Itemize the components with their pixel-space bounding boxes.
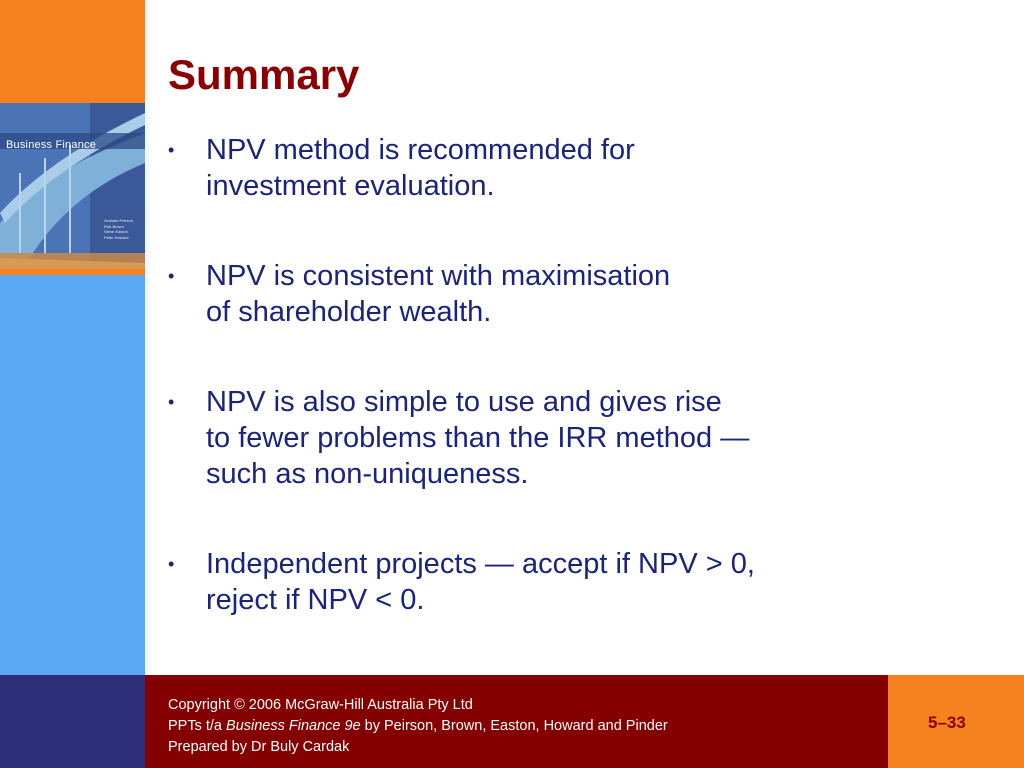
ppts-prefix: PPTs t/a xyxy=(168,718,227,734)
bullet-icon: • xyxy=(168,392,175,412)
ppts-line xyxy=(168,716,668,737)
bullet-line: NPV is consistent with maximisation xyxy=(206,260,671,292)
cover-author: Peter Howard xyxy=(104,234,129,240)
copyright-line: Copyright © 2006 McGraw-Hill Australia Pty Ltd xyxy=(168,697,473,713)
book-cover-image xyxy=(0,103,145,275)
bullet-line: to fewer problems than the IRR method — xyxy=(206,422,750,454)
bullet-line: investment evaluation. xyxy=(206,170,495,202)
sidebar-fade xyxy=(145,0,153,675)
bullet-line: reject if NPV < 0. xyxy=(206,584,425,616)
ppts-suffix: by Peirson, Brown, Easton, Howard and Pinder xyxy=(360,718,668,734)
cover-author: Steve Easton xyxy=(104,229,128,234)
sidebar-orange-block xyxy=(0,0,145,103)
bullet-line: Independent projects — accept if NPV > 0, xyxy=(206,548,755,580)
bullet-icon: • xyxy=(168,266,175,286)
bullet-item xyxy=(168,384,888,492)
prepared-by-line: Prepared by Dr Buly Cardak xyxy=(168,739,350,755)
cover-title: Business Finance xyxy=(6,139,97,151)
cover-authors xyxy=(104,218,133,240)
bullet-item xyxy=(168,258,888,330)
footer xyxy=(0,675,1024,768)
bullet-item xyxy=(168,132,888,204)
bullet-icon: • xyxy=(168,554,175,574)
bridge-illustration xyxy=(0,103,145,275)
bullet-line: of shareholder wealth. xyxy=(206,296,492,328)
slide-title: Summary xyxy=(168,51,360,98)
copyright-notice xyxy=(168,695,668,758)
bullet-line: NPV method is recommended for xyxy=(206,134,635,166)
cover-author: Graham Peirson xyxy=(104,218,134,223)
footer-navy-block xyxy=(0,675,145,768)
bullet-line: NPV is also simple to use and gives rise xyxy=(206,386,722,418)
bullet-line: such as non-uniqueness. xyxy=(206,458,529,490)
cover-author: Rob Brown xyxy=(104,223,124,229)
slide-number: 5–33 xyxy=(928,713,966,732)
sidebar-blue-block xyxy=(0,275,145,675)
bullet-icon: • xyxy=(168,140,175,160)
book-title: Business Finance 9e xyxy=(226,718,361,734)
bullet-item xyxy=(168,546,888,618)
bullet-list xyxy=(168,132,888,672)
left-sidebar xyxy=(0,0,145,675)
